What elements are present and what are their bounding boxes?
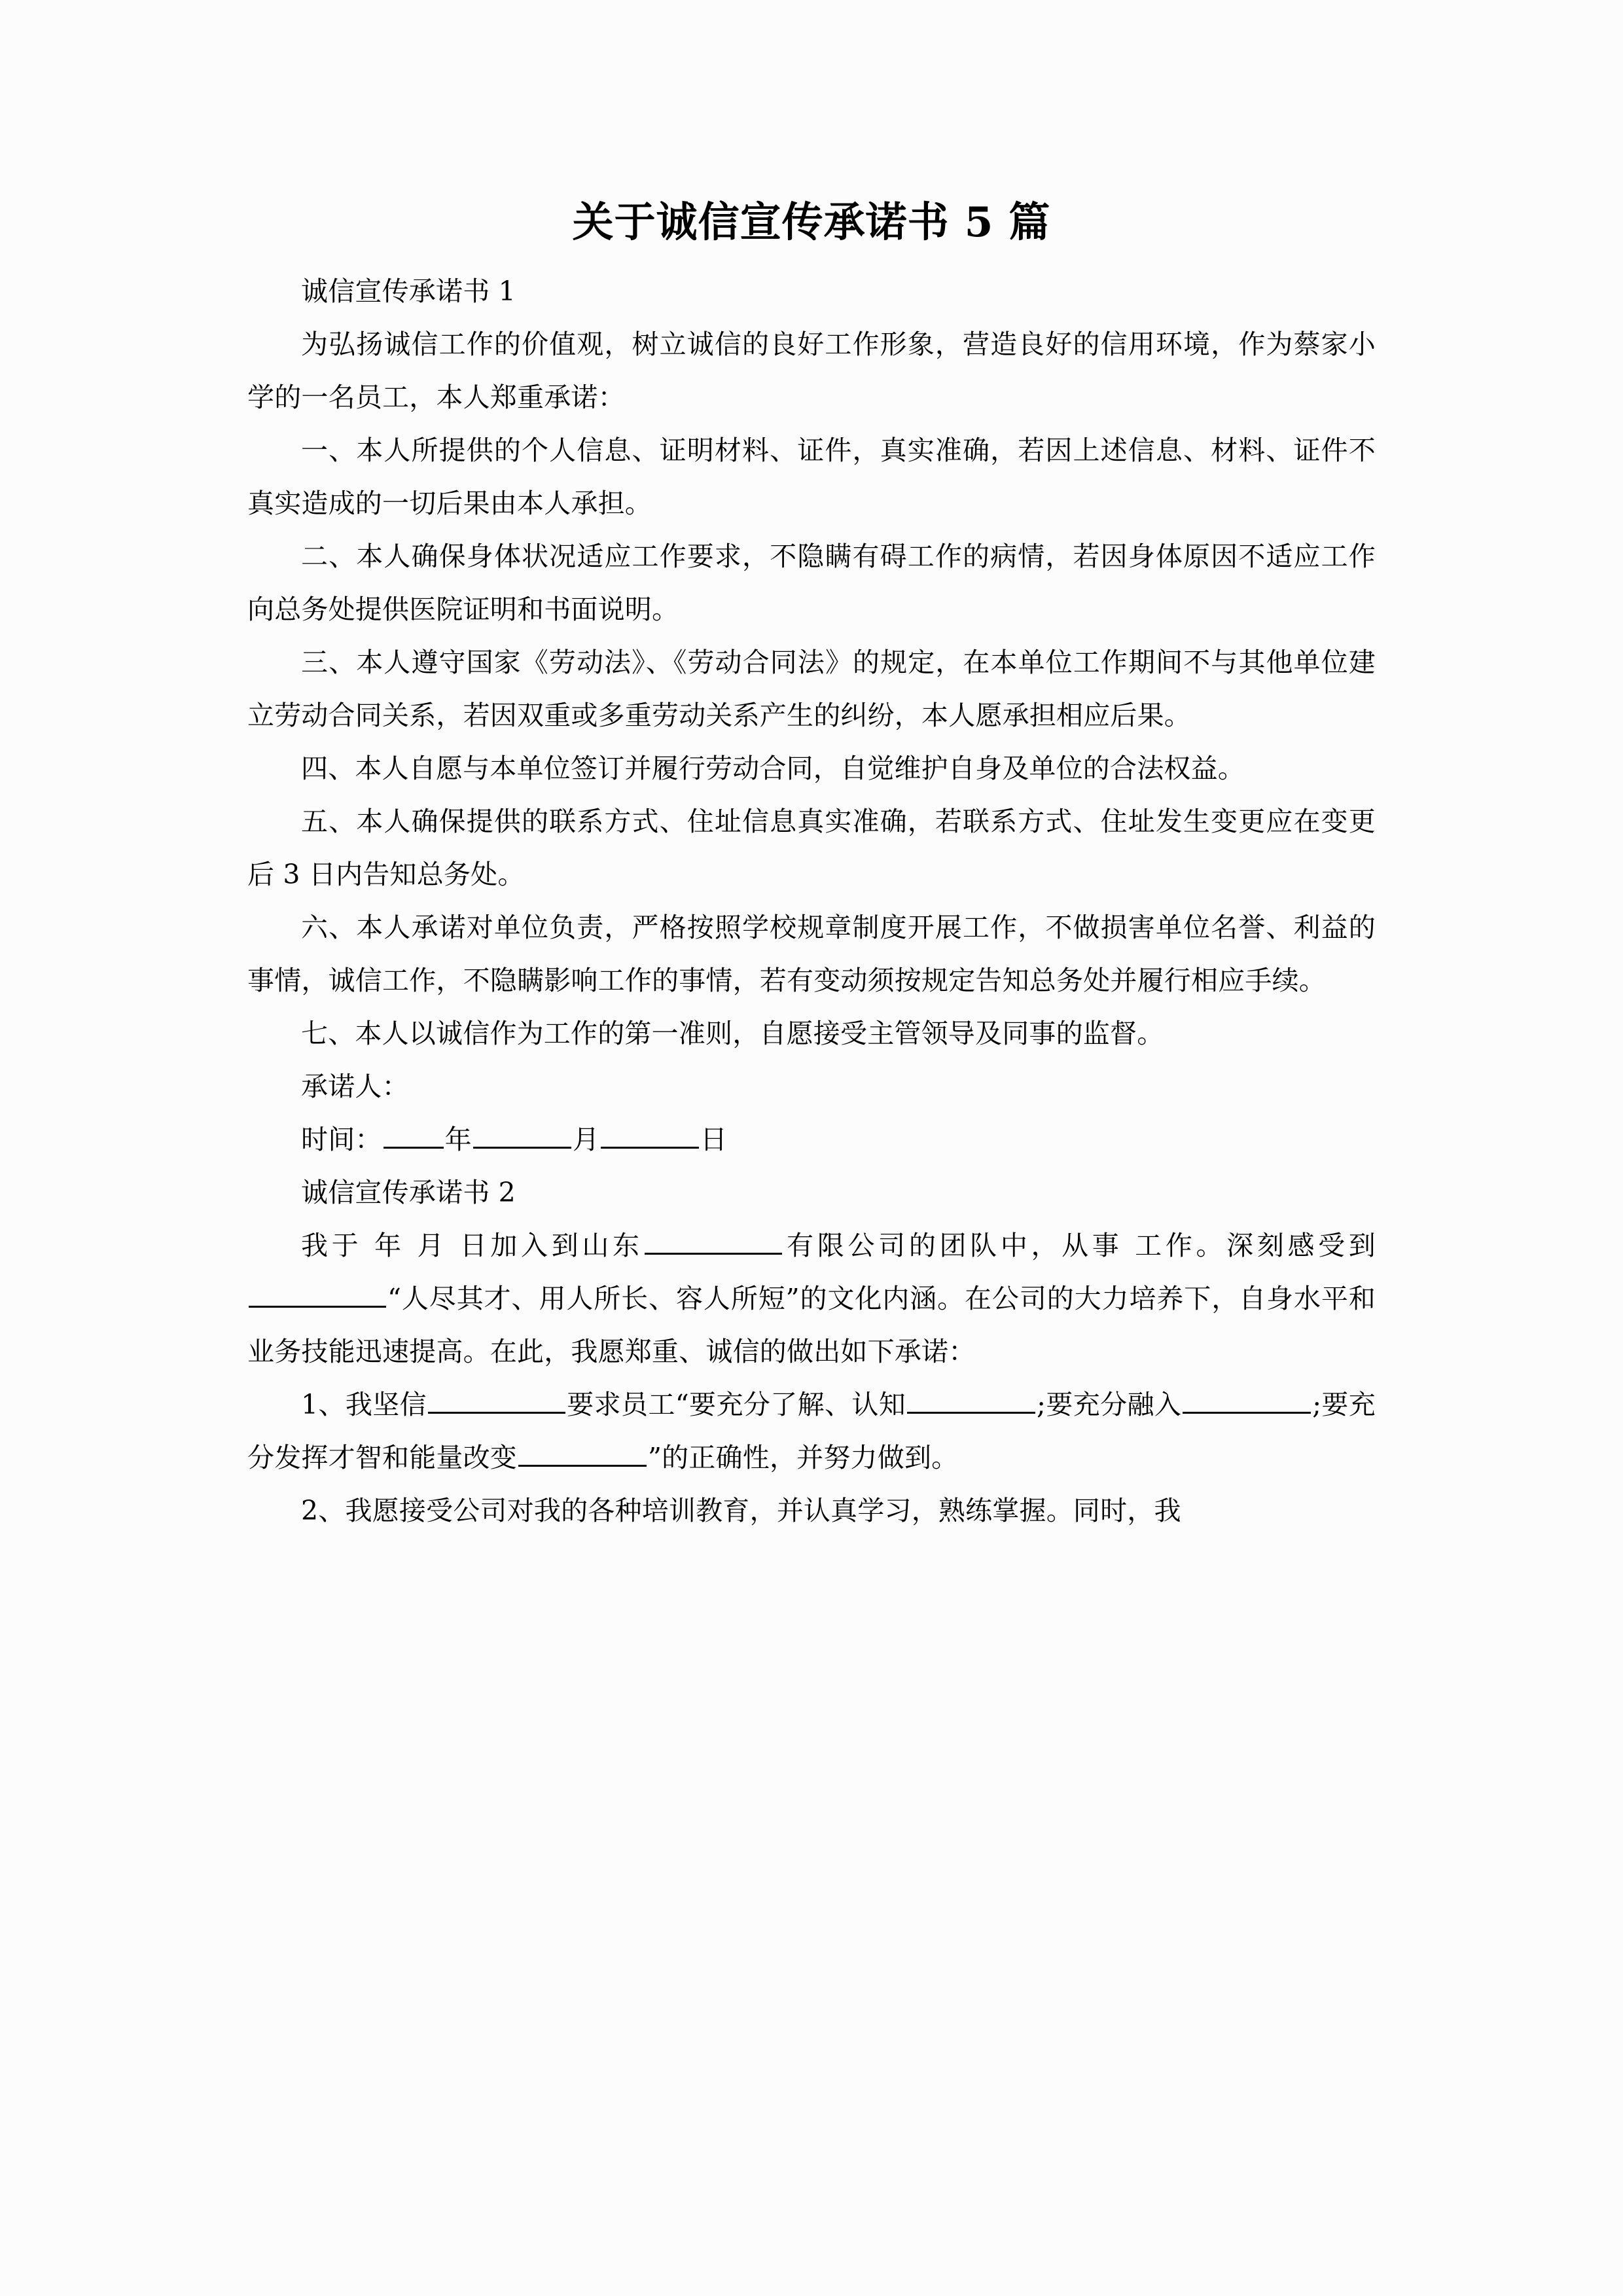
date-month-blank[interactable] — [473, 1118, 571, 1149]
document-body — [247, 265, 1376, 1537]
section-1-clause-4: 四、本人自愿与本单位签订并履行劳动合同，自觉维护自身及单位的合法权益。 — [301, 752, 1245, 784]
item-1-part5: ”的正确性，并努力做到。 — [648, 1441, 959, 1473]
date-year-blank[interactable] — [383, 1118, 444, 1149]
section-1-heading: 诚信宣传承诺书 1 — [301, 275, 516, 307]
section-2-intro-part1: 我于 年 月 日加入到山东 — [301, 1229, 643, 1261]
page-title: 关于诚信宣传承诺书 5 篇 — [572, 198, 1051, 246]
date-day-unit: 日 — [700, 1123, 728, 1155]
section-2-item-1 — [247, 1378, 1376, 1484]
date-line — [247, 1113, 1376, 1166]
item-1-part2: 要求员工“要充分了解、认知 — [567, 1388, 906, 1420]
section-1-clause-5: 五、本人确保提供的联系方式、住址信息真实准确，若联系方式、住址发生变更应在变更后 3 日内告知总务处。 — [247, 805, 1376, 890]
date-day-blank[interactable] — [601, 1118, 699, 1149]
section-1-clause-2: 二、本人确保身体状况适应工作要求，不隐瞒有碍工作的病情，若因身体原因不适应工作向总务处提供医院证明和书面说明。 — [247, 540, 1376, 625]
date-year-unit: 年 — [444, 1123, 472, 1155]
section-1-clause-7: 七、本人以诚信作为工作的第一准则，自愿接受主管领导及同事的监督。 — [301, 1017, 1164, 1049]
section-2-heading: 诚信宣传承诺书 2 — [301, 1176, 516, 1208]
item-2-text: 我愿接受公司对我的各种培训教育，并认真学习，熟练掌握。同时，我 — [345, 1494, 1181, 1526]
section-1-clause-1: 一、本人所提供的个人信息、证明材料、证件，真实准确，若因上述信息、材料、证件不真实造成的一切后果由本人承担。 — [247, 434, 1376, 519]
section-2-intro-paragraph — [247, 1219, 1376, 1378]
section-2-intro-part2: 有限公司的团队中，从事 工作。深刻感受到 — [783, 1229, 1376, 1261]
culture-subject-blank[interactable] — [249, 1277, 386, 1308]
section-1-clause-3: 三、本人遵守国家《劳动法》、《劳动合同法》的规定，在本单位工作期间不与其他单位建立劳动合同关系，若因双重或多重劳动关系产生的纠纷，本人愿承担相应后果。 — [247, 646, 1376, 731]
item-1-blank-3[interactable] — [1183, 1383, 1311, 1414]
section-1-clause-6: 六、本人承诺对单位负责，严格按照学校规章制度开展工作，不做损害单位名誉、利益的事情，诚信工作，不隐瞒影响工作的事情，若有变动须按规定告知总务处并履行相应手续。 — [247, 911, 1376, 996]
item-1-blank-2[interactable] — [907, 1383, 1035, 1414]
section-2-item-2 — [247, 1484, 1376, 1537]
section-1-paragraph-intro: 为弘扬诚信工作的价值观，树立诚信的良好工作形象，营造良好的信用环境，作为蔡家小学的一名员工，本人郑重承诺： — [247, 328, 1376, 413]
date-month-unit: 月 — [572, 1123, 600, 1155]
item-2-number: 2、 — [301, 1494, 346, 1526]
date-line-prefix: 时间： — [301, 1123, 382, 1155]
item-1-blank-4[interactable] — [518, 1436, 647, 1467]
section-2-intro-part3: “人尽其才、用人所长、容人所短”的文化内涵。在公司的大力培养下，自身水平和业务技能迅速提高。在此，我愿郑重、诚信的做出如下承诺： — [247, 1282, 1376, 1367]
company-name-blank[interactable] — [645, 1224, 782, 1255]
item-1-blank-1[interactable] — [428, 1383, 565, 1414]
signature-label: 承诺人： — [301, 1070, 409, 1102]
item-1-part4: ;要充分发挥才智和能量改变 — [247, 1388, 1376, 1473]
item-1-part1: 我坚信 — [345, 1388, 427, 1420]
item-1-number: 1、 — [301, 1388, 346, 1420]
item-1-part3: ;要充分融入 — [1037, 1388, 1182, 1420]
